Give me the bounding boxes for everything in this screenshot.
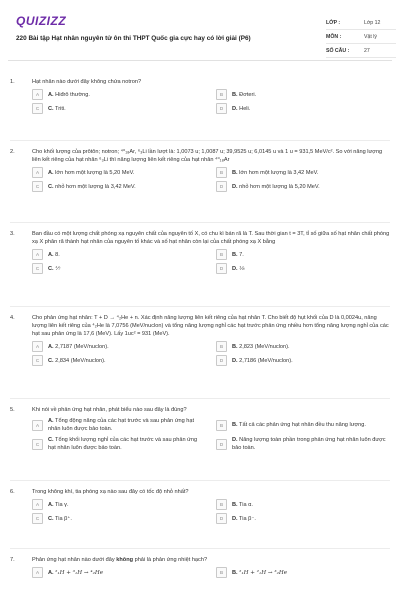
answer-options: [32, 499, 390, 524]
option-b[interactable]: [216, 249, 390, 260]
question-1: [10, 78, 390, 114]
question-text: Hạt nhân nào dưới đây không chứa notron?: [32, 79, 142, 85]
option-c[interactable]: [32, 181, 206, 192]
page-title: 220 Bài tập Hạt nhân nguyên tử ôn thi THPT Quốc gia cực hay có lời giải (P6): [16, 35, 251, 42]
option-b[interactable]: [216, 341, 390, 352]
option-text: Tổng khối lượng nghỉ của các hạt trước và sau phản ứng hạt nhân luôn được bảo toàn.: [48, 437, 198, 451]
option-label: B.: [232, 422, 238, 428]
option-letter-box[interactable]: C: [32, 103, 43, 114]
option-d[interactable]: [216, 263, 390, 274]
question-text: Trong không khí, tia phóng xạ nào sau đây có tốc độ nhỏ nhất?: [32, 489, 189, 495]
option-label: C.: [48, 357, 54, 364]
option-letter-box[interactable]: C: [32, 513, 43, 524]
option-letter-box[interactable]: C: [32, 263, 43, 274]
option-text: Tổng động năng của các hạt trước và sau phản ứng hạt nhân luôn được bảo toàn.: [48, 418, 195, 432]
option-c[interactable]: [32, 513, 206, 524]
option-letter-box[interactable]: A: [32, 499, 43, 510]
option-text: ²₁H + ³₁H → ⁴₂He: [55, 569, 104, 576]
divider: [10, 222, 390, 223]
question-number: 1.: [10, 79, 15, 85]
option-label: B.: [232, 169, 238, 176]
option-label: A.: [48, 169, 54, 176]
meta-value: Lớp 12: [364, 19, 381, 26]
option-d[interactable]: [216, 355, 390, 366]
option-c[interactable]: [32, 263, 206, 274]
question-number: 5.: [10, 407, 15, 413]
question-3: [10, 230, 390, 274]
divider: [10, 480, 390, 481]
option-text: ⅐: [55, 265, 61, 272]
option-text: Tia β⁻.: [239, 515, 256, 522]
option-label: D.: [232, 265, 238, 272]
divider: [10, 548, 390, 549]
option-label: C.: [48, 265, 54, 272]
option-label: A.: [48, 569, 54, 576]
option-text: nhỏ hơn một lượng là 3,42 MeV.: [55, 183, 136, 190]
meta-key: MÔN :: [326, 33, 342, 40]
option-text: ⅛: [239, 265, 245, 272]
option-b[interactable]: [216, 567, 390, 578]
option-letter-box[interactable]: C: [32, 181, 43, 192]
question-2: [10, 148, 390, 192]
option-letter-box[interactable]: C: [32, 355, 43, 366]
meta-key: LỚP :: [326, 19, 341, 26]
meta-row-class: [326, 16, 396, 30]
option-label: A.: [48, 251, 54, 258]
option-label: A.: [48, 501, 54, 508]
option-letter-box[interactable]: D: [216, 263, 227, 274]
quiz-header: [8, 8, 392, 61]
option-text: Đơteri.: [239, 91, 257, 98]
question-5: [10, 406, 390, 452]
meta-key: SỐ CÂU :: [326, 47, 350, 54]
answer-options: [32, 341, 390, 366]
option-label: C.: [48, 183, 54, 190]
option-label: A.: [48, 91, 54, 98]
option-letter-box[interactable]: A: [32, 341, 43, 352]
answer-options: [32, 417, 390, 452]
option-label: D.: [232, 437, 238, 443]
option-letter-box[interactable]: A: [32, 89, 43, 100]
option-label: B.: [232, 569, 238, 576]
meta-row-subject: [326, 30, 396, 44]
option-letter-box[interactable]: A: [32, 567, 43, 578]
question-text: Ban đầu có một lượng chất phóng xạ nguyên chất của nguyên tố X, có chu kì bán rã là T. Sau thời gian t = 3T, tỉ số giữa số hạt nhân chất phóng xạ X phân rã thành hạt nhân của nguyên tố khác và số hạt nhân còn lại của chất phóng xạ X bằng: [32, 231, 390, 245]
emphasis-not: không: [116, 557, 134, 563]
question-number: 6.: [10, 489, 15, 495]
option-a[interactable]: [32, 249, 206, 260]
option-letter-box[interactable]: C: [32, 439, 43, 450]
question-6: [10, 488, 390, 524]
option-text: 2,7187 (MeV/nuclon).: [55, 343, 109, 350]
option-letter-box[interactable]: B: [216, 567, 227, 578]
option-label: C.: [48, 105, 54, 112]
answer-options: [32, 567, 390, 578]
option-text: Tia α.: [239, 501, 253, 508]
option-label: B.: [232, 251, 238, 258]
option-a[interactable]: [32, 567, 206, 578]
option-d[interactable]: [216, 181, 390, 192]
option-text: nhỏ hơn một lượng là 5,20 MeV.: [239, 183, 320, 190]
option-c[interactable]: [32, 436, 206, 452]
option-b[interactable]: [216, 89, 390, 100]
option-label: B.: [232, 343, 238, 350]
option-label: C.: [48, 515, 54, 522]
option-a[interactable]: [32, 499, 206, 510]
quiz-meta: [326, 16, 396, 58]
question-number: 4.: [10, 315, 15, 321]
option-text: lớn hơn một lượng là 5,20 MeV.: [55, 169, 135, 176]
option-letter-box[interactable]: B: [216, 420, 227, 431]
option-a[interactable]: [32, 341, 206, 352]
option-letter-box[interactable]: B: [216, 89, 227, 100]
option-letter-box[interactable]: A: [32, 420, 43, 431]
option-letter-box[interactable]: D: [216, 181, 227, 192]
option-text: Tất cả các phản ứng hạt nhân đều thu năng lượng.: [239, 422, 366, 428]
option-label: D.: [232, 515, 238, 522]
option-letter-box[interactable]: A: [32, 167, 43, 178]
option-label: D.: [232, 183, 238, 190]
quizizz-logo[interactable]: QUIZIZZ: [16, 14, 67, 28]
option-label: B.: [232, 91, 238, 98]
option-d[interactable]: [216, 103, 390, 114]
divider: [10, 306, 390, 307]
option-label: A.: [48, 343, 54, 350]
option-d[interactable]: [216, 513, 390, 524]
question-number: 2.: [10, 149, 15, 155]
option-letter-box[interactable]: B: [216, 167, 227, 178]
option-letter-box[interactable]: D: [216, 103, 227, 114]
option-label: A.: [48, 418, 54, 424]
option-letter-box[interactable]: D: [216, 513, 227, 524]
option-text: Tia β⁺.: [55, 515, 72, 522]
divider: [10, 398, 390, 399]
meta-value: 27: [364, 47, 370, 54]
option-text: 2,834 (MeV/nuclon).: [55, 357, 106, 364]
option-text: 7.: [239, 251, 244, 258]
answer-options: [32, 167, 390, 192]
meta-value: Vật lý: [364, 33, 377, 40]
option-letter-box[interactable]: D: [216, 355, 227, 366]
option-text: lớn hơn một lượng là 3,42 MeV.: [239, 169, 319, 176]
divider: [10, 140, 390, 141]
question-7: [10, 556, 390, 578]
option-text: ²₁H + ²₁H → ³₂He: [239, 569, 288, 576]
question-text: Cho phản ứng hạt nhân: T + D → ⁴₂He + n. Xác định năng lượng liên kết riêng của hạt nhân T. Cho biết độ hụt khối của D là 0,0024u, năng lượng liên kết riêng của ⁴₂He là 7,0756 (MeV/nuclon) và tổng năng lượng nghỉ các hạt trước phản ứng nhiều hơn tổng năng lượng nghỉ của các hạt sau phản ứng là 17,6 (MeV). Lấy 1uc² = 931 (MeV).: [32, 315, 389, 337]
option-label: D.: [232, 357, 238, 364]
option-letter-box[interactable]: B: [216, 341, 227, 352]
option-label: B.: [232, 501, 238, 508]
option-text: Hiđrô thường.: [55, 91, 90, 98]
option-a[interactable]: [32, 89, 206, 100]
option-b[interactable]: [216, 417, 390, 433]
option-text: 2,823 (MeV/nuclon).: [239, 343, 290, 350]
option-letter-box[interactable]: B: [216, 499, 227, 510]
option-text: Tia γ.: [55, 501, 69, 508]
meta-row-count: [326, 44, 396, 58]
option-text: Heli.: [239, 105, 251, 112]
option-a[interactable]: [32, 417, 206, 433]
option-letter-box[interactable]: B: [216, 249, 227, 260]
option-c[interactable]: [32, 355, 206, 366]
option-d[interactable]: [216, 436, 390, 452]
option-text: Triti.: [55, 105, 66, 112]
option-a[interactable]: [32, 167, 206, 178]
option-b[interactable]: [216, 499, 390, 510]
answer-options: [32, 89, 390, 114]
question-text: Khi nói về phản ứng hạt nhân, phát biểu nào sau đây là đúng?: [32, 407, 187, 413]
question-text: Phản ứng hạt nhân nào dưới đây không phải là phản ứng nhiệt hạch?: [32, 557, 208, 563]
question-number: 7.: [10, 557, 15, 563]
option-text: 2,7186 (MeV/nuclon).: [239, 357, 293, 364]
option-b[interactable]: [216, 167, 390, 178]
option-text: Năng lượng toàn phần trong phản ứng hạt nhân luôn được bảo toàn.: [232, 437, 386, 451]
option-letter-box[interactable]: D: [216, 439, 227, 450]
option-label: C.: [48, 437, 54, 443]
option-letter-box[interactable]: A: [32, 249, 43, 260]
option-text: 8.: [55, 251, 60, 258]
question-number: 3.: [10, 231, 15, 237]
option-label: D.: [232, 105, 238, 112]
option-c[interactable]: [32, 103, 206, 114]
question-text: Cho khối lượng của prôtôn; notron; ⁴⁰₁₈Ar, ⁶₃Li lần lượt là: 1,0073 u; 1,0087 u; 39,9525 u; 6,0145 u và 1 u = 931,5 MeV/c². So với năng lượng liên kết riêng của hạt nhân ⁶₃Li thì năng lượng liên kết riêng của hạt nhân ⁴⁰₁₈Ar: [32, 149, 383, 163]
question-4: [10, 314, 390, 366]
answer-options: [32, 249, 390, 274]
